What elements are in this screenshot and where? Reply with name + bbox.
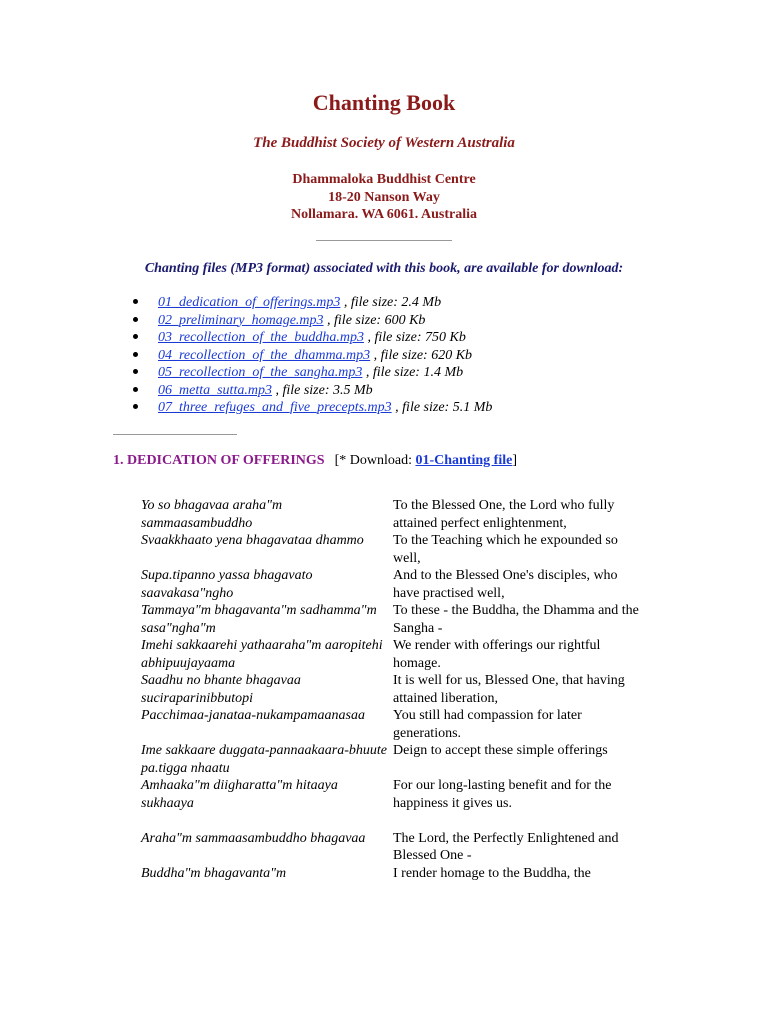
address-line: Nollamara. WA 6061. Australia <box>290 207 478 222</box>
english-text: Deign to accept these simple offerings <box>393 743 608 758</box>
english-text: We render with offerings our rightful homage. <box>393 638 601 671</box>
verse-row <box>141 672 641 707</box>
pali-text: Amhaaka"m diigharatta"m hitaaya sukhaaya <box>141 778 338 811</box>
file-size: , file size: 750 Kb <box>363 330 466 345</box>
pali-text: Buddha"m bhagavanta"m <box>141 865 287 881</box>
verse-row <box>141 532 641 567</box>
divider <box>316 240 452 241</box>
pali-text: Yo so bhagavaa araha"m sammaasambuddho <box>141 498 283 531</box>
file-size: , file size: 620 Kb <box>370 347 473 363</box>
download-suffix: ] <box>512 453 517 468</box>
bullet-icon <box>133 352 138 357</box>
pali-text: Pacchimaa-janataa-nukampamaanasaa <box>141 708 365 723</box>
download-list <box>133 294 492 417</box>
pali-text: Supa.tipanno yassa bhagavato saavakasa"ngho <box>141 568 313 601</box>
verse-row <box>141 777 641 812</box>
file-size: , file size: 5.1 Mb <box>391 400 493 415</box>
section-heading <box>113 453 517 469</box>
list-item <box>133 312 492 330</box>
pali-text: Imehi sakkaarehi yathaaraha"m aaropitehi abhipuujayaama <box>141 638 383 671</box>
bullet-icon <box>133 369 138 374</box>
mp3-link[interactable]: 01_dedication_of_offerings.mp3 <box>158 295 341 310</box>
list-item <box>133 347 492 365</box>
list-item <box>133 399 492 417</box>
verse-row <box>141 637 641 672</box>
pali-text: Ime sakkaare duggata-pannaakaara-bhuute pa.tigga nhaatu <box>141 743 387 776</box>
file-size: , file size: 3.5 Mb <box>271 382 373 398</box>
file-size: , file size: 1.4 Mb <box>362 365 464 380</box>
list-item <box>133 382 492 400</box>
download-prefix: [* Download: <box>334 453 416 468</box>
pali-text: Svaakkhaato yena bhagavataa dhammo <box>141 533 364 548</box>
mp3-link[interactable]: 07_three_refuges_and_five_precepts.mp3 <box>158 400 392 415</box>
english-text: It is well for us, Blessed One, that having attained liberation, <box>393 673 625 706</box>
page-title: Chanting Book <box>312 90 456 115</box>
pali-text: Saadhu no bhante bhagavaa suciraparinibbutopi <box>141 673 301 706</box>
divider <box>113 434 237 435</box>
address-line: 18-20 Nanson Way <box>328 189 440 205</box>
address-block <box>0 171 768 224</box>
section-title: 1. DEDICATION OF OFFERINGS <box>113 453 325 468</box>
english-text: To the Teaching which he expounded so well, <box>393 533 618 566</box>
bullet-icon <box>133 404 138 409</box>
spacer <box>141 812 641 830</box>
chanting-file-link[interactable]: 01-Chanting file <box>415 453 513 468</box>
bullet-icon <box>133 299 138 304</box>
list-item <box>133 364 492 382</box>
file-size: , file size: 600 Kb <box>323 312 426 328</box>
verse-row <box>141 567 641 602</box>
pali-text: Tammaya"m bhagavanta"m sadhamma"m sasa"ngha"m <box>141 603 377 636</box>
list-item <box>133 294 492 312</box>
english-text: And to the Blessed One's disciples, who have practised well, <box>393 568 618 601</box>
downloads-intro: Chanting files (MP3 format) associated with this book, are available for download: <box>144 261 624 276</box>
verse-row <box>141 602 641 637</box>
mp3-link[interactable]: 03_recollection_of_the_buddha.mp3 <box>158 330 364 345</box>
english-text: The Lord, the Perfectly Enlightened and Blessed One - <box>393 830 619 863</box>
mp3-link[interactable]: 06_metta_sutta.mp3 <box>158 382 272 398</box>
mp3-link[interactable]: 05_recollection_of_the_sangha.mp3 <box>158 365 363 380</box>
english-text: You still had compassion for later generations. <box>393 708 582 741</box>
english-text: For our long-lasting benefit and for the happiness it gives us. <box>393 778 612 811</box>
english-text: I render homage to the Buddha, the <box>393 865 591 881</box>
mp3-link[interactable]: 02_preliminary_homage.mp3 <box>158 312 324 328</box>
verse-row <box>141 742 641 777</box>
bullet-icon <box>133 387 138 392</box>
list-item <box>133 329 492 347</box>
verse-row <box>141 830 641 865</box>
english-text: To the Blessed One, the Lord who fully attained perfect enlightenment, <box>393 498 615 531</box>
mp3-link[interactable]: 04_recollection_of_the_dhamma.mp3 <box>158 347 371 363</box>
page-subtitle: The Buddhist Society of Western Australia <box>253 135 515 151</box>
verse-row <box>141 497 641 532</box>
pali-text: Araha"m sammaasambuddho bhagavaa <box>141 830 366 846</box>
english-text: To these - the Buddha, the Dhamma and the Sangha - <box>393 603 639 636</box>
verse-row <box>141 865 641 883</box>
bullet-icon <box>133 334 138 339</box>
verse-table <box>141 497 641 882</box>
file-size: , file size: 2.4 Mb <box>340 295 442 310</box>
address-line: Dhammaloka Buddhist Centre <box>292 172 476 187</box>
bullet-icon <box>133 317 138 322</box>
verse-row <box>141 707 641 742</box>
